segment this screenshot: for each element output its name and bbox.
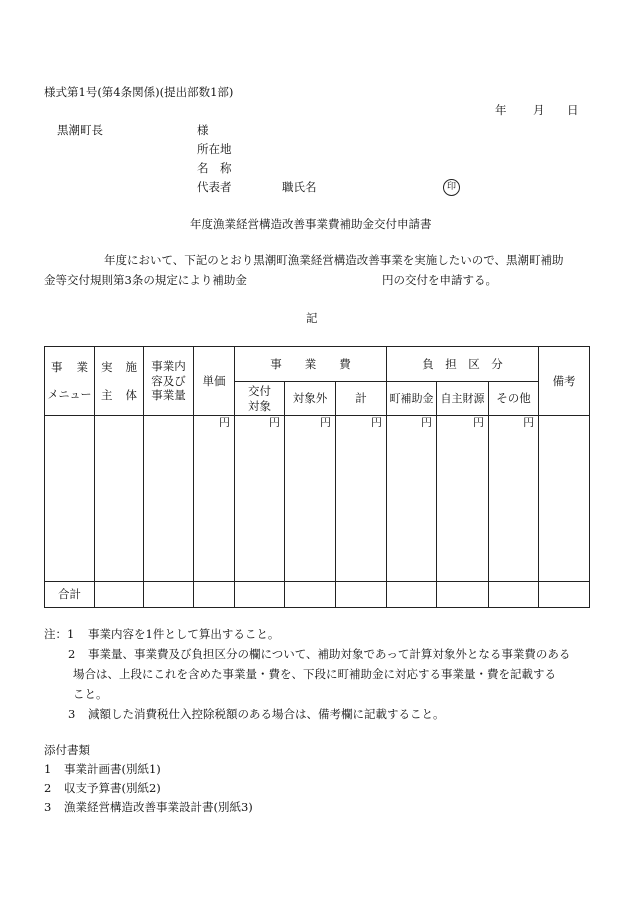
notes-prefix: 注：1 <box>44 627 75 641</box>
total-cell <box>437 582 489 608</box>
address-label: 所在地 <box>197 142 232 156</box>
total-cell <box>336 582 387 608</box>
body-line-2-a: 金等交付規則第3条の規定により補助金 <box>44 273 247 287</box>
header-share-own: 自主財源 <box>437 382 489 416</box>
body-line-2-b: 円の交付を申請する。 <box>382 273 497 287</box>
total-cell <box>95 582 144 608</box>
total-cell <box>144 582 194 608</box>
note-2-number: 2 <box>68 647 76 661</box>
total-cell <box>489 582 539 608</box>
cell-content <box>144 416 194 582</box>
date-day-label: 日 <box>567 103 579 117</box>
cell-cost-excluded-yen: 円 <box>285 416 336 582</box>
total-cell <box>285 582 336 608</box>
attachments-heading: 添付書類 <box>44 743 90 757</box>
body-line-1: 年度において、下記のとおり黒潮町漁業経営構造改善事業を実施したいので、黒潮町補助 <box>104 253 564 267</box>
note-3-text: 減額した消費税仕入控除税額のある場合は、備考欄に記載すること。 <box>88 707 445 721</box>
note-1-text: 事業内容を1件として算出すること。 <box>88 627 280 641</box>
form-number: 様式第1号(第4条関係)(提出部数1部) <box>44 85 234 99</box>
header-menu: 事 業 メニュー <box>45 347 95 416</box>
addressee: 黒潮町長 <box>57 123 103 137</box>
cell-operator <box>95 416 144 582</box>
cell-cost-subsidized-yen: 円 <box>235 416 285 582</box>
note-2-line-2: 場合は、上段にこれを含めた事業量・費を、下段に町補助金に対応する事業量・費を記載する <box>73 667 556 681</box>
position-name-label: 職氏名 <box>282 180 317 194</box>
name-label: 名 称 <box>197 161 232 175</box>
honorific: 様 <box>197 123 209 137</box>
cell-cost-total-yen: 円 <box>336 416 387 582</box>
total-label: 合計 <box>45 582 95 608</box>
date-year-label: 年 <box>495 103 507 117</box>
header-cost-subsidized: 交付 対象 <box>235 382 285 416</box>
attachment-3-text: 漁業経営構造改善事業設計書(別紙3) <box>64 800 253 814</box>
note-2-line-3: こと。 <box>73 687 108 701</box>
cell-share-own-yen: 円 <box>437 416 489 582</box>
cell-remarks <box>539 416 590 582</box>
cell-share-town-yen: 円 <box>387 416 437 582</box>
date-month-label: 月 <box>533 103 545 117</box>
total-cell <box>539 582 590 608</box>
note-2-line-1: 事業量、事業費及び負担区分の欄について、補助対象であって計算対象外となる事業費のある <box>88 647 571 661</box>
header-cost-group: 事 業 費 <box>235 347 387 382</box>
cell-share-other-yen: 円 <box>489 416 539 582</box>
document-title: 年度漁業経営構造改善事業費補助金交付申請書 <box>190 217 432 231</box>
header-cost-total: 計 <box>336 382 387 416</box>
total-cell <box>194 582 235 608</box>
total-cell <box>235 582 285 608</box>
header-share-town: 町補助金 <box>387 382 437 416</box>
total-cell <box>387 582 437 608</box>
header-operator: 実 施 主 体 <box>95 347 144 416</box>
header-remarks: 備考 <box>539 347 590 416</box>
attachment-3-number: 3 <box>44 800 52 814</box>
header-content: 事業内 容及び 事業量 <box>144 347 194 416</box>
attachment-2-text: 収支予算書(別紙2) <box>64 781 161 795</box>
ki-marker: 記 <box>306 311 318 325</box>
table-row <box>45 416 590 582</box>
header-share-group: 負 担 区 分 <box>387 347 539 382</box>
note-3-number: 3 <box>68 707 76 721</box>
header-cost-excluded: 対象外 <box>285 382 336 416</box>
representative-label: 代表者 <box>197 180 232 194</box>
attachment-1-text: 事業計画書(別紙1) <box>64 762 161 776</box>
header-share-other: その他 <box>489 382 539 416</box>
cell-unit-price-yen: 円 <box>194 416 235 582</box>
header-unit-price: 単価 <box>194 347 235 416</box>
attachment-1-number: 1 <box>44 762 52 776</box>
cell-menu <box>45 416 95 582</box>
seal-mark: 印 <box>443 179 460 196</box>
application-table <box>44 346 590 608</box>
attachment-2-number: 2 <box>44 781 52 795</box>
total-row <box>45 582 590 608</box>
